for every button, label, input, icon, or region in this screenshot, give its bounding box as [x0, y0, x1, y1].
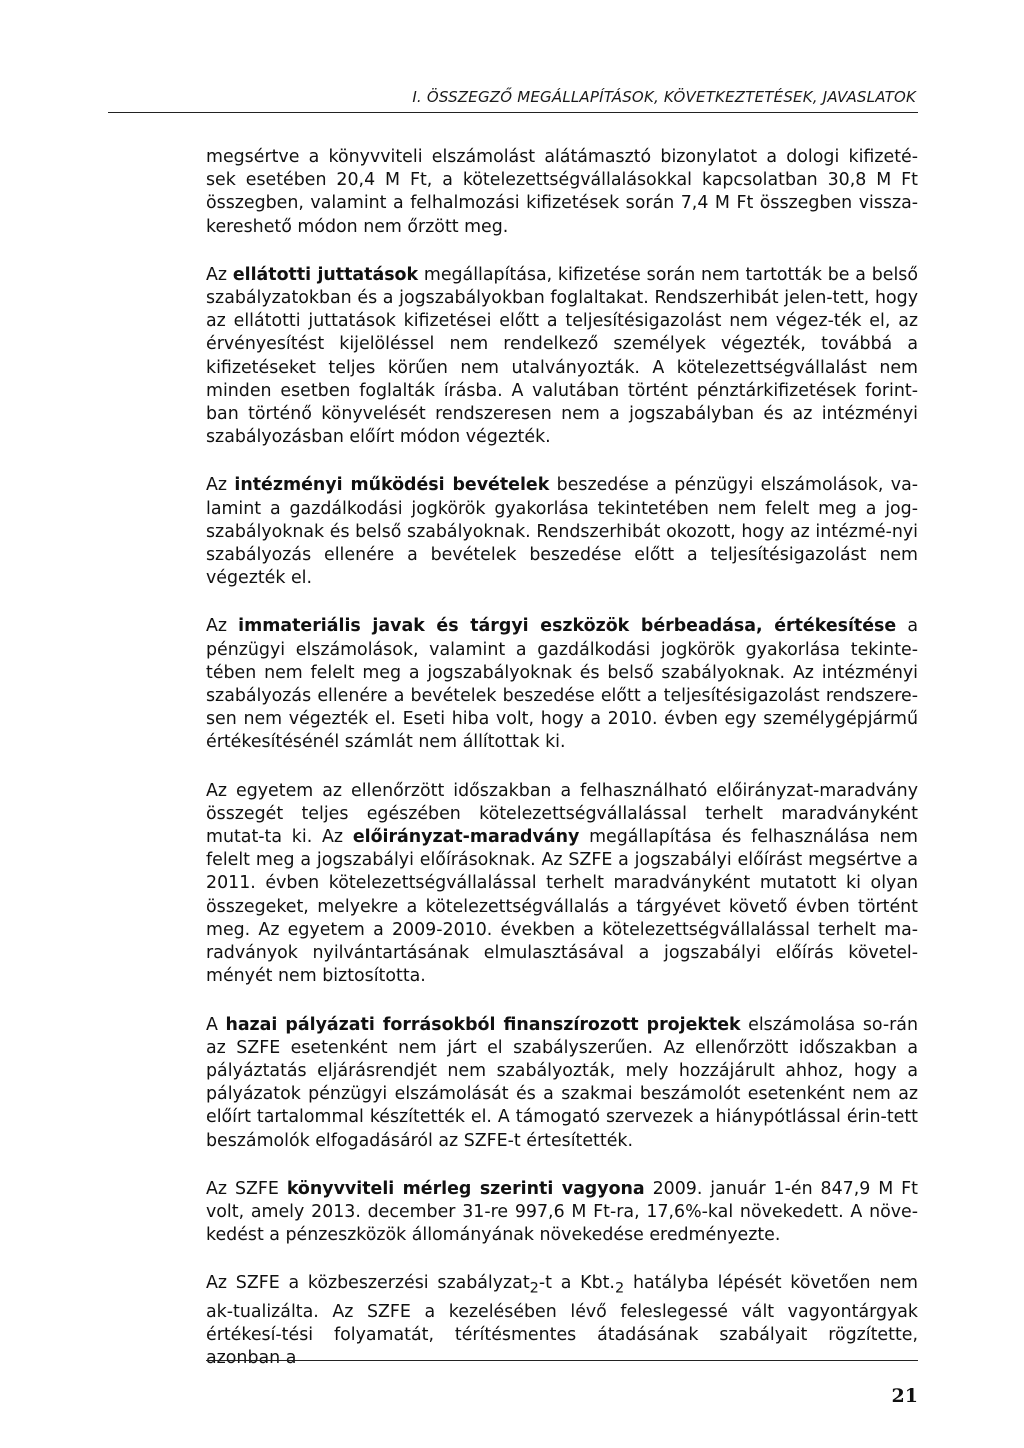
body-paragraph [206, 474, 918, 590]
text-run: hatályba lépését követően nem ak-tualizálta. Az SZFE a kezelésében lévő feleslegessé vált vagyontárgyak értékesí-tési folyamatát, térítésmentes átadásának szabályait rögzítette, azonban a [206, 1273, 918, 1369]
text-run: Az egyetem az ellenőrzött időszakban a felhasználható előirányzat-maradvány összegét teljes egészében kötelezettségvállalással terhelt maradványként mutat-ta ki. Az [206, 780, 918, 848]
bold-term: ellátotti juttatások [232, 264, 419, 285]
text-run: megállapítása, kifizetése során nem tartották be a belső szabályzatokban és a jogszabályokban foglaltakat. Rendszerhibát jelen-tett, hogy az ellátotti juttatások kifizetései előtt a teljesítésigazolást nem végez-ték el, az érvényesítést kijelöléssel nem rendelkező személyek végezték, továbbá a kifizetéseket teljes körűen nem utalványozták. A kötelezettségvállalást nem minden esetben foglalták írásba. A valutában történt pénztárkifizetések forint-ban történő könyvelését rendszeresen nem a jogszabályban és az intézményi szabályozásban előírt módon végezték. [206, 264, 918, 448]
body-paragraph [206, 264, 918, 450]
running-header: I. ÖSSZEGZŐ MEGÁLLAPÍTÁSOK, KÖVETKEZTETÉSEK, JAVASLATOK [412, 88, 916, 106]
page-number: 21 [891, 1385, 918, 1407]
text-run: Az [206, 616, 239, 637]
text-run: elszámolása so-rán az SZFE esetenként nem járt el szabályszerűen. Az ellenőrzött időszakban a pályáztatás eljárásrendjét nem szabályozták, mely hozzájárult ahhoz, hogy a pályázatok pénzügyi elszámolását és a szakmai beszámolót esetenként nem az előírt tartalommal készítették el. A támogató szervezek a hiánypótlással érin-tett beszámolók elfogadásáról az SZFE-t értesítették. [206, 1014, 918, 1151]
body-paragraph [206, 1178, 918, 1248]
text-run: Az [206, 475, 235, 496]
document-body [206, 146, 918, 1396]
body-paragraph [206, 1014, 918, 1153]
body-paragraph [206, 1272, 918, 1370]
text-run: beszedése a pénzügyi elszámolások, va-lamint a gazdálkodási jogkörök gyakorlása tekintetében nem felelt meg a jog-szabályoknak és belső szabályoknak. Rendszerhibát okozott, hogy az intézmé-nyi szabályozás ellenére a bevételek beszedése előtt a teljesítésigazolást nem végezték el. [206, 475, 918, 589]
body-paragraph [206, 615, 918, 754]
subscript: 2 [614, 1280, 625, 1297]
bold-term: előirányzat-maradvány [352, 827, 580, 848]
body-paragraph [206, 146, 918, 239]
bold-term: könyvviteli mérleg szerinti vagyona [286, 1178, 645, 1199]
subscript: 2 [529, 1280, 539, 1297]
bold-term: hazai pályázati forrásokból finanszírozott projektek [225, 1014, 741, 1035]
text-run: Az [206, 264, 233, 285]
body-paragraph [206, 780, 918, 989]
text-run: -t a Kbt. [538, 1273, 615, 1294]
text-run: a pénzügyi elszámolások, valamint a gazdálkodási jogkörök gyakorlása tekinte-tében nem felelt meg a jogszabályoknak és belső szabályoknak. Az intézményi szabályozás ellenére a bevételek beszedése előtt a teljesítésigazolást rendszere-sen nem végezték el. Eseti hiba volt, hogy a 2010. évben egy személygépjármű értékesítésénél számlát nem állítottak ki. [206, 616, 918, 753]
text-run: megállapítása és felhasználása nem felelt meg a jogszabályi előírásoknak. Az SZFE a jogszabályi előírást megsértve a 2011. évben kötelezettségvállalással terhelt maradványként mutatott ki olyan összegeket, melyekre a kötelezettségvállalás a tárgyévet követő évben történt meg. Az egyetem a 2009-2010. években a kötelezettségvállalással terhelt ma-radványok nyilvántartásának elmulasztásával a jogszabályi előírás követel-ményét nem biztosította. [206, 827, 918, 987]
text-run: Az SZFE [206, 1178, 287, 1199]
text-run: megsértve a könyvviteli elszámolást alátámasztó bizonylatot a dologi kifizeté-sek esetében 20,4 M Ft, a kötelezettségvállalásokkal kapcsolatban 30,8 M Ft összegben, valamint a felhalmozási kifizetések során 7,4 M Ft összegben vissza-kereshető módon nem őrzött meg. [206, 147, 918, 237]
header-rule [108, 112, 918, 113]
bold-term: immateriális javak és tárgyi eszközök bérbeadása, értékesítése [238, 616, 897, 637]
text-run: Az SZFE a közbeszerzési szabályzat [206, 1273, 530, 1294]
footer-rule [206, 1360, 918, 1361]
text-run: 2009. január 1-én 847,9 M Ft volt, amely 2013. december 31-re 997,6 M Ft-ra, 17,6%-kal növekedett. A növe-kedést a pénzeszközök állományának növekedése eredményezte. [206, 1178, 918, 1246]
text-run: A [206, 1014, 226, 1035]
bold-term: intézményi működési bevételek [234, 475, 550, 496]
